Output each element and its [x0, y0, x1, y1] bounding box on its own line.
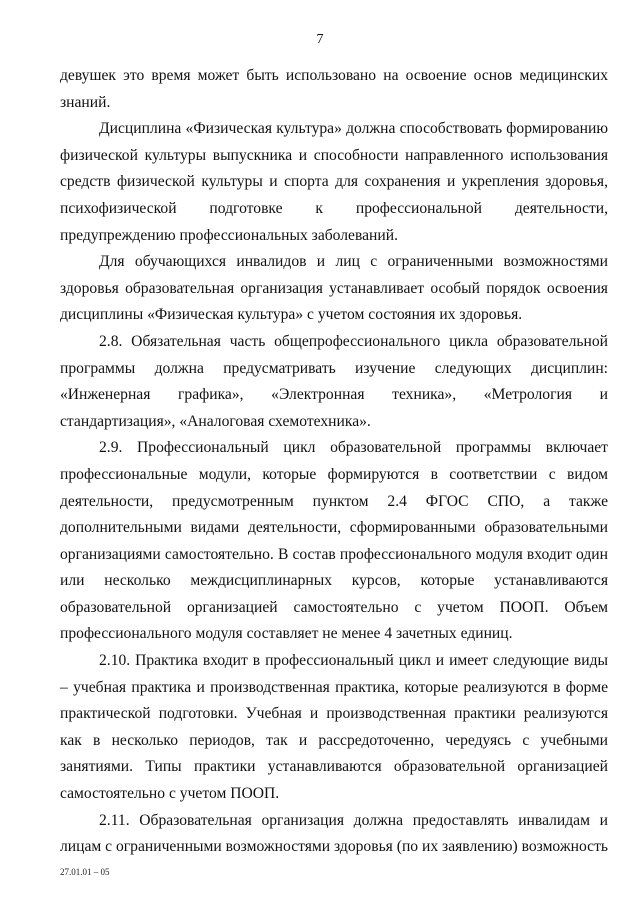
page-number: 7: [316, 32, 324, 47]
document-body: [60, 63, 608, 861]
paragraph-physical-culture: Дисциплина «Физическая культура» должна способствовать формированию физической культуры выпускника и способности направленного использования средств физической культуры и спорта для сохранения и укрепления здоровья, психофизической подготовке к профессиональной деятельности, предупреждению профессиональных заболеваний.: [60, 120, 608, 244]
paragraph-disabled-students: Для обучающихся инвалидов и лиц с ограниченными возможностями здоровья образовательная организация устанавливает особый порядок освоения дисциплины «Физическая культура» с учетом состояния их здоровья.: [60, 253, 608, 324]
paragraph-2-11: 2.11. Образовательная организация должна предоставлять инвалидам и лицам с ограниченными возможностями здоровья (по их заявлению) возможность: [60, 811, 608, 856]
paragraph-2-8: 2.8. Обязательная часть общепрофессионального цикла образовательной программы должна предусматривать изучение следующих дисциплин: «Инженерная графика», «Электронная техника», «Метрология и стандартизация», «Аналоговая схемотехника».: [60, 332, 608, 430]
paragraph-continuation: девушек это время может быть использовано на освоение основ медицинских знаний.: [60, 67, 608, 111]
paragraph-2-9: 2.9. Профессиональный цикл образовательной программы включает профессиональные модули, которые формируются в соответствии с видом деятельности, предусмотренным пунктом 2.4 ФГОС СПО, а также дополнительными видами деятельности, сформированными образовательными организациями самостоятельно. В состав профессионального модуля входит один или несколько междисциплинарных курсов, которые устанавливаются образовательной организацией самостоятельно с учетом ПООП. Объем профессионального модуля составляет не менее 4 зачетных единиц.: [60, 439, 608, 643]
footer-document-code: 27.01.01 – 05: [60, 867, 110, 877]
paragraph-2-10: 2.10. Практика входит в профессиональный цикл и имеет следующие виды – учебная практика и производственная практика, которые реализуются в форме практической подготовки. Учебная и производственная практики реализуются как в несколько периодов, так и рассредоточенно, чередуясь с учебными занятиями. Типы практики устанавливаются образовательной организацией самостоятельно с учетом ПООП.: [60, 652, 608, 803]
